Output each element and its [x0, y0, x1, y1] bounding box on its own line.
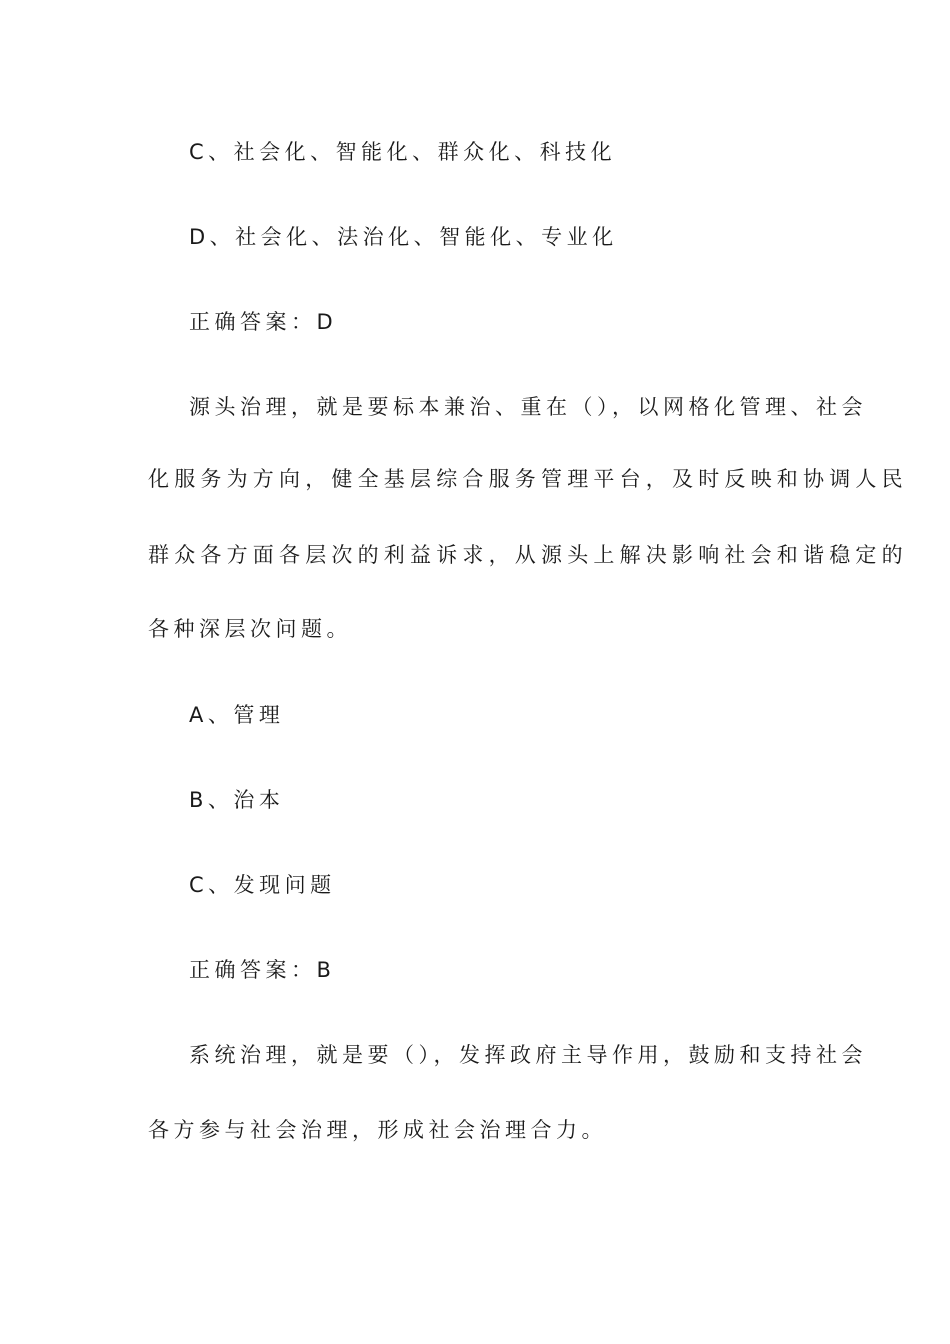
- q2-stem-line-3: 群众各方面各层次的利益诉求，从源头上解决影响社会和谐稳定的: [148, 543, 908, 567]
- q1-option-c: C、社会化、智能化、群众化、科技化: [189, 140, 617, 164]
- q1-option-d: D、社会化、法治化、智能化、专业化: [189, 225, 618, 249]
- q2-stem-line-2: 化服务为方向，健全基层综合服务管理平台，及时反映和协调人民: [148, 467, 908, 491]
- q3-stem-line-1: 系统治理，就是要（），发挥政府主导作用，鼓励和支持社会: [189, 1043, 867, 1067]
- q3-stem-line-2: 各方参与社会治理，形成社会治理合力。: [148, 1118, 607, 1142]
- q2-stem-line-1: 源头治理，就是要标本兼治、重在（），以网格化管理、社会: [189, 395, 867, 419]
- q2-answer: 正确答案：B: [189, 958, 336, 982]
- q2-option-c: C、发现问题: [189, 873, 336, 897]
- q2-stem-line-4: 各种深层次问题。: [148, 617, 352, 641]
- q1-answer: 正确答案：D: [189, 310, 338, 334]
- q2-option-a: A、管理: [189, 703, 285, 727]
- q2-option-b: B、治本: [189, 788, 285, 812]
